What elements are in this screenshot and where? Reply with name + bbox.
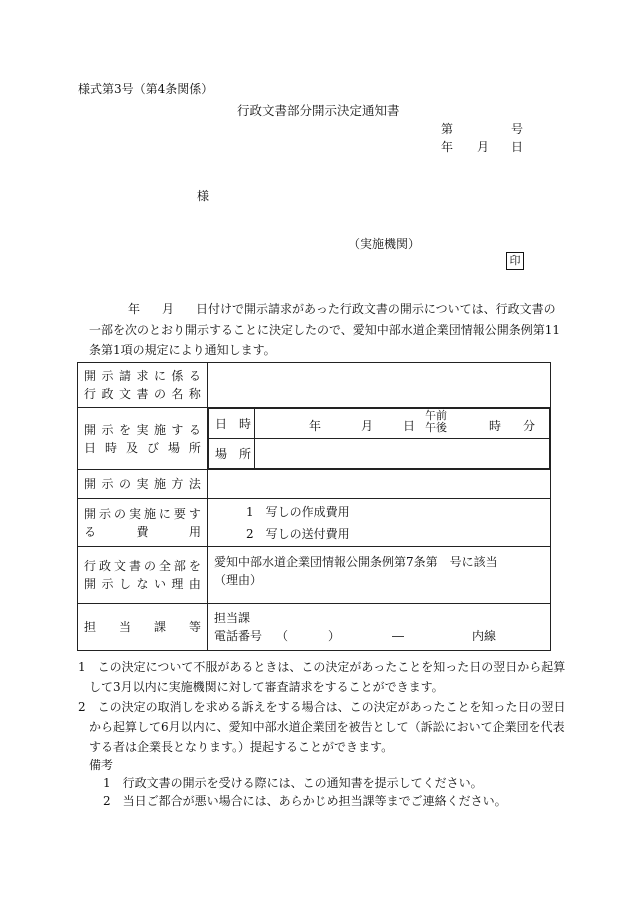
seal-mark: 印: [506, 252, 524, 270]
label-document-name: [78, 363, 208, 408]
note-1-line2: して3月以内に実施機関に対して審査請求をすることができます。: [89, 680, 444, 694]
document-title: 行政文書部分開示決定通知書: [237, 103, 400, 118]
month-label: 月: [361, 419, 374, 433]
phone-dash: ―: [392, 629, 404, 643]
addressee-honorific: 様: [197, 189, 210, 203]
phone-paren-open: （: [276, 629, 289, 643]
doc-number-prefix: 第: [441, 122, 454, 136]
intro-month: 月: [162, 302, 175, 316]
remark-1: 1 行政文書の開示を受ける際には、この通知書を提示してください。: [103, 776, 483, 790]
department-field[interactable]: [208, 604, 551, 651]
pm-label: 午後: [425, 421, 447, 434]
cost-item-copy: 1 写しの作成費用: [246, 504, 350, 519]
cost-item-shipping: 2 写しの送付費用: [246, 526, 350, 541]
year-label: 年: [309, 419, 322, 433]
row-reason: [78, 547, 551, 604]
label-method: [78, 470, 208, 499]
intro-line2: 一部を次のとおり開示することに決定したので、愛知中部水道企業団情報公開条例第11: [89, 323, 561, 337]
intro-line3: 条第1項の規定により通知します。: [89, 343, 276, 357]
phone-line: [214, 627, 550, 645]
row-department: [78, 604, 551, 651]
reason-ordinance: 愛知中部水道企業団情報公開条例第7条第 号に該当: [214, 555, 498, 569]
place-field[interactable]: [255, 439, 550, 469]
cost-field: [208, 499, 551, 547]
label-cost: [78, 499, 208, 547]
issuer-label: （実施機関）: [348, 237, 421, 251]
document-name-field[interactable]: [208, 363, 551, 408]
label-line: 行 政 文 書 の 名 称: [84, 387, 201, 401]
intro-line1: 日付けで開示請求があった行政文書の開示については、行政文書の: [196, 302, 556, 316]
note-2-line1: 2 この決定の取消しを求める訴えをする場合は、この決定があったことを知った日の翌日: [78, 700, 566, 714]
datetime-label: 日 時: [209, 409, 255, 439]
note-2-line2: から起算して6月以内に、愛知中部水道企業団を被告として（訴訟において企業団を代表: [89, 720, 565, 734]
am-label: 午前: [425, 409, 447, 422]
label-reason: [78, 547, 208, 604]
label-line: 開 示 を 実 施 す る: [84, 422, 201, 437]
date-year-label: 年: [441, 140, 454, 154]
day-label: 日: [403, 419, 416, 433]
remarks-heading: 備考: [89, 758, 114, 772]
dept-label: 担当課: [214, 611, 251, 625]
label-line: 日 時 及 び 場 所: [84, 440, 201, 455]
phone-paren-close: ）: [328, 629, 341, 643]
extension-label: 内線: [472, 629, 497, 643]
row-document-name: [78, 363, 551, 408]
note-1-line1: 1 この決定について不服があるときは、この決定があったことを知った日の翌日から起算: [78, 660, 566, 674]
place-label: 場 所: [209, 439, 255, 469]
label-line: る 費 用: [84, 524, 201, 539]
row-datetime-place: [78, 408, 551, 470]
date-day-label: 日: [511, 140, 524, 154]
date-month-label: 月: [477, 140, 490, 154]
doc-number-suffix: 号: [511, 122, 524, 136]
minute-label: 分: [523, 419, 536, 433]
phone-label: 電話番号: [214, 629, 263, 643]
label-line: 開 示 請 求 に 係 る: [84, 369, 201, 383]
label-line: 行 政 文 書 の 全 部 を: [84, 559, 201, 573]
label-line: 開 示 の 実 施 方 法: [84, 477, 201, 491]
label-datetime-place: [78, 408, 208, 470]
datetime-place-subtable: [208, 408, 550, 469]
row-method: [78, 470, 551, 499]
hour-label: 時: [489, 419, 502, 433]
intro-year: 年: [128, 302, 141, 316]
label-department: [78, 604, 208, 651]
remark-2: 2 当日ご都合が悪い場合には、あらかじめ担当課等までご連絡ください。: [103, 794, 507, 808]
datetime-place-cell: [208, 408, 551, 470]
note-2-line3: する者は企業長となります。）提起することができます。: [89, 740, 394, 754]
method-field[interactable]: [208, 470, 551, 499]
reason-field[interactable]: [208, 547, 551, 604]
label-line: 開 示 し な い 理 由: [84, 577, 201, 591]
row-cost: [78, 499, 551, 547]
reason-label: （理由）: [214, 573, 263, 587]
datetime-field[interactable]: [255, 409, 550, 439]
disclosure-form-table: [77, 362, 551, 651]
form-number: 様式第3号（第4条関係）: [78, 82, 214, 96]
label-line: 開 示 の 実 施 に 要 す: [84, 506, 201, 521]
label-line: 担 当 課 等: [84, 620, 201, 634]
